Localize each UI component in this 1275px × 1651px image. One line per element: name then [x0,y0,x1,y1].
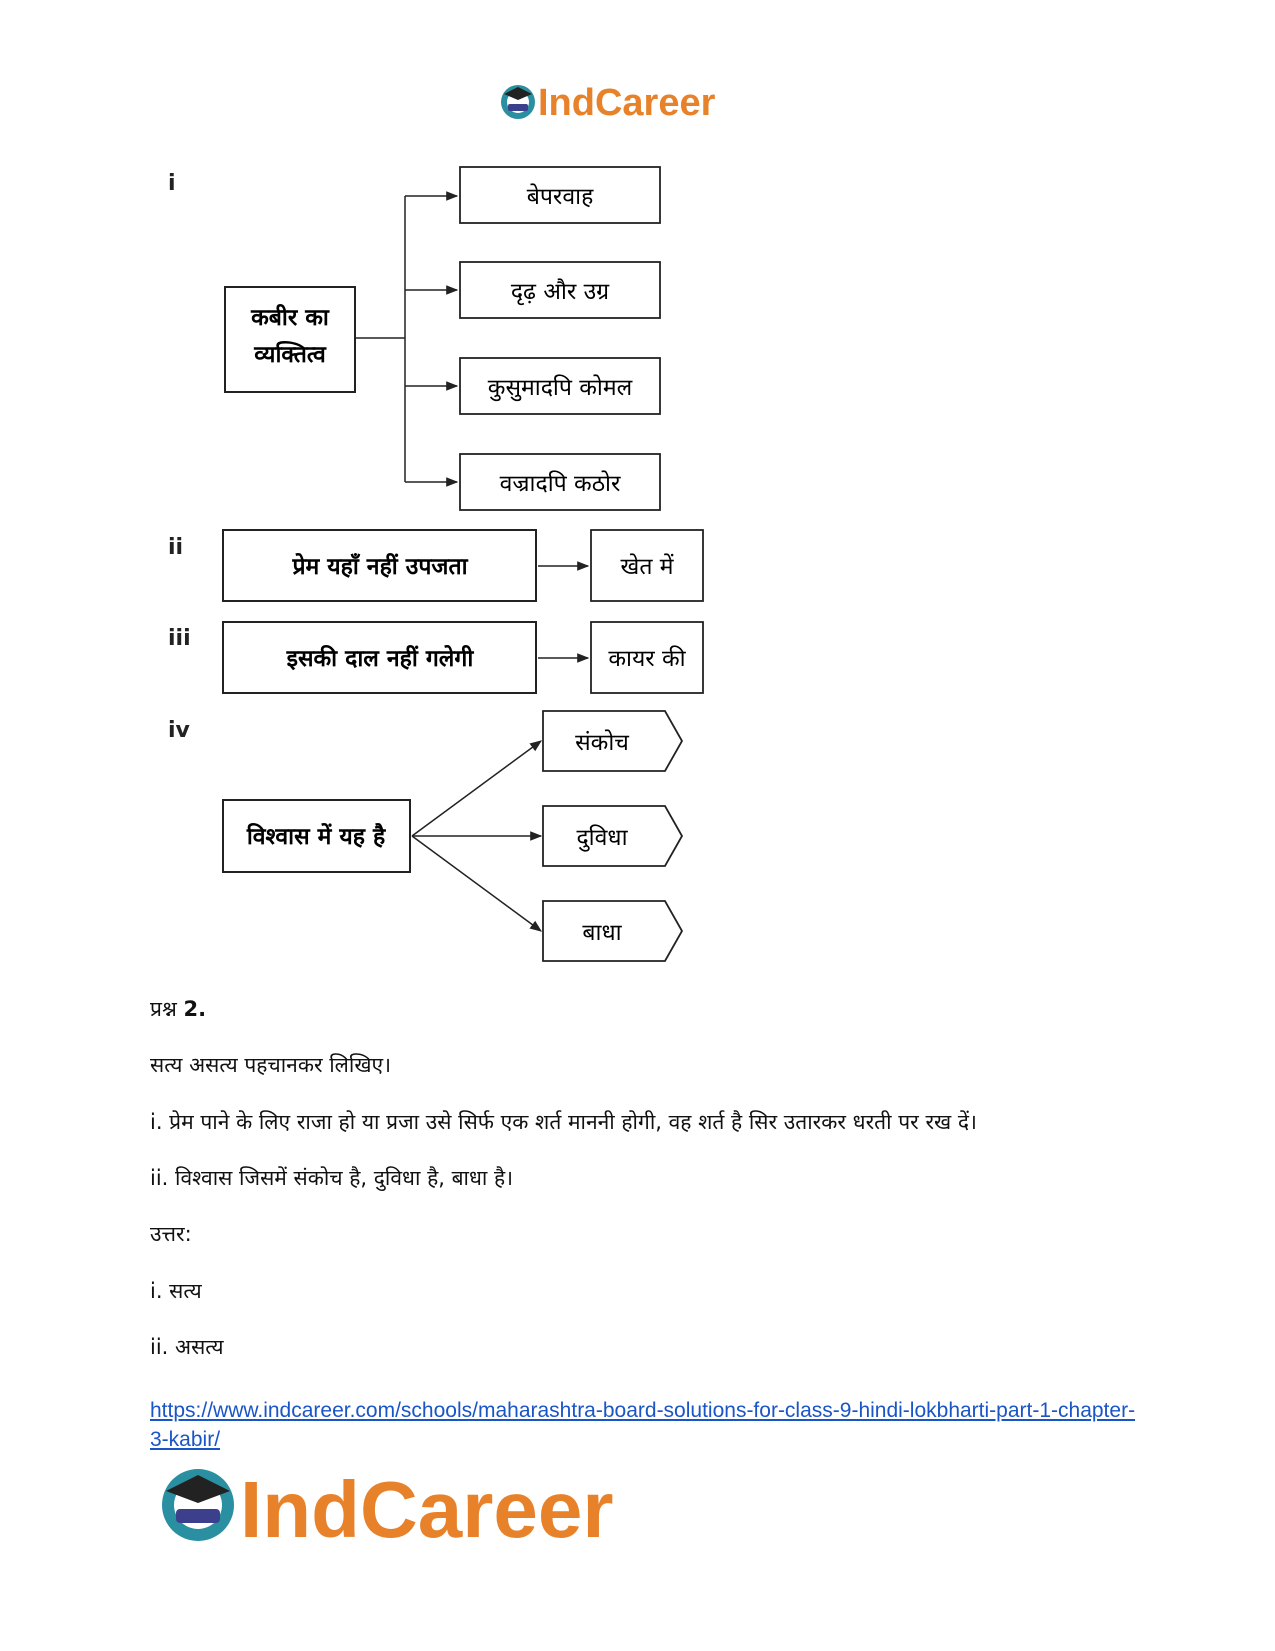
pentagon-box-1 [543,711,682,771]
tree-connectors-i [355,196,457,482]
root-line-2: व्यक्तित्व [254,342,326,368]
footer-logo [160,1463,690,1557]
logo-text: IndCareer [240,1465,614,1553]
source-box-iii [223,622,536,693]
question-number: 2. [183,997,207,1021]
root-line-1: कबीर का [251,305,329,331]
svg-text:बाधा: बाधा [582,920,622,946]
answer-label: उत्तर: [150,1222,192,1247]
target-box-ii [591,530,703,601]
branch-box-4 [460,454,660,510]
answer-2: ii. असत्य [150,1335,224,1360]
statement-2: ii. विश्वास जिसमें संकोच है, दुविधा है, बाधा है। [150,1166,514,1191]
question-instruction: सत्य असत्य पहचानकर लिखिए। [150,1053,392,1078]
svg-text:कायर की: कायर की [608,646,686,672]
branch-box-1 [460,167,660,223]
svg-text:संकोच: संकोच [575,730,629,756]
pentagon-box-3 [543,901,682,961]
answer-1: i. सत्य [150,1278,202,1303]
source-link[interactable]: https://www.indcareer.com/schools/maharashtra-board-solutions-for-class-9-hindi-lokbharti-part-1-chapter-3-kabir/ [150,1399,1136,1452]
target-box-iii [591,622,703,693]
svg-text:बेपरवाह: बेपरवाह [526,184,594,210]
logo-text: IndCareer [538,82,716,124]
section-ii-marker: ii [168,535,184,560]
graduation-cap-icon [162,1469,234,1541]
question-label: प्रश्न [150,997,177,1021]
source-box-ii [223,530,536,601]
section-iii-marker: iii [168,626,191,651]
tree-connectors-iv [412,741,541,931]
root-box-kabir [225,287,355,392]
svg-text:विश्वास में यह है: विश्वास में यह है [246,824,386,850]
svg-text:कुसुमादपि कोमल: कुसुमादपि कोमल [487,375,633,401]
section-i-marker: i [168,171,176,196]
svg-text:प्रेम यहाँ नहीं उपजता: प्रेम यहाँ नहीं उपजता [292,554,468,580]
branch-box-3 [460,358,660,414]
pentagon-box-2 [543,806,682,866]
svg-text:दुविधा: दुविधा [576,825,628,851]
statement-1: i. प्रेम पाने के लिए राजा हो या प्रजा उसे सिर्फ एक शर्त माननी होगी, वह शर्त है सिर उतारकर धरती पर रख दें। [150,1109,977,1134]
svg-text:इसकी दाल नहीं गलेगी: इसकी दाल नहीं गलेगी [286,646,474,672]
section-iv-marker: iv [168,718,190,743]
svg-text:खेत में: खेत में [620,554,674,580]
svg-text:वज्रादपि कठोर: वज्रादपि कठोर [499,471,621,497]
svg-text:दृढ़ और उग्र: दृढ़ और उग्र [510,279,610,305]
branch-box-2 [460,262,660,318]
question-section [150,995,1130,1389]
root-box-iv [223,800,410,872]
question-heading [150,995,1130,1023]
